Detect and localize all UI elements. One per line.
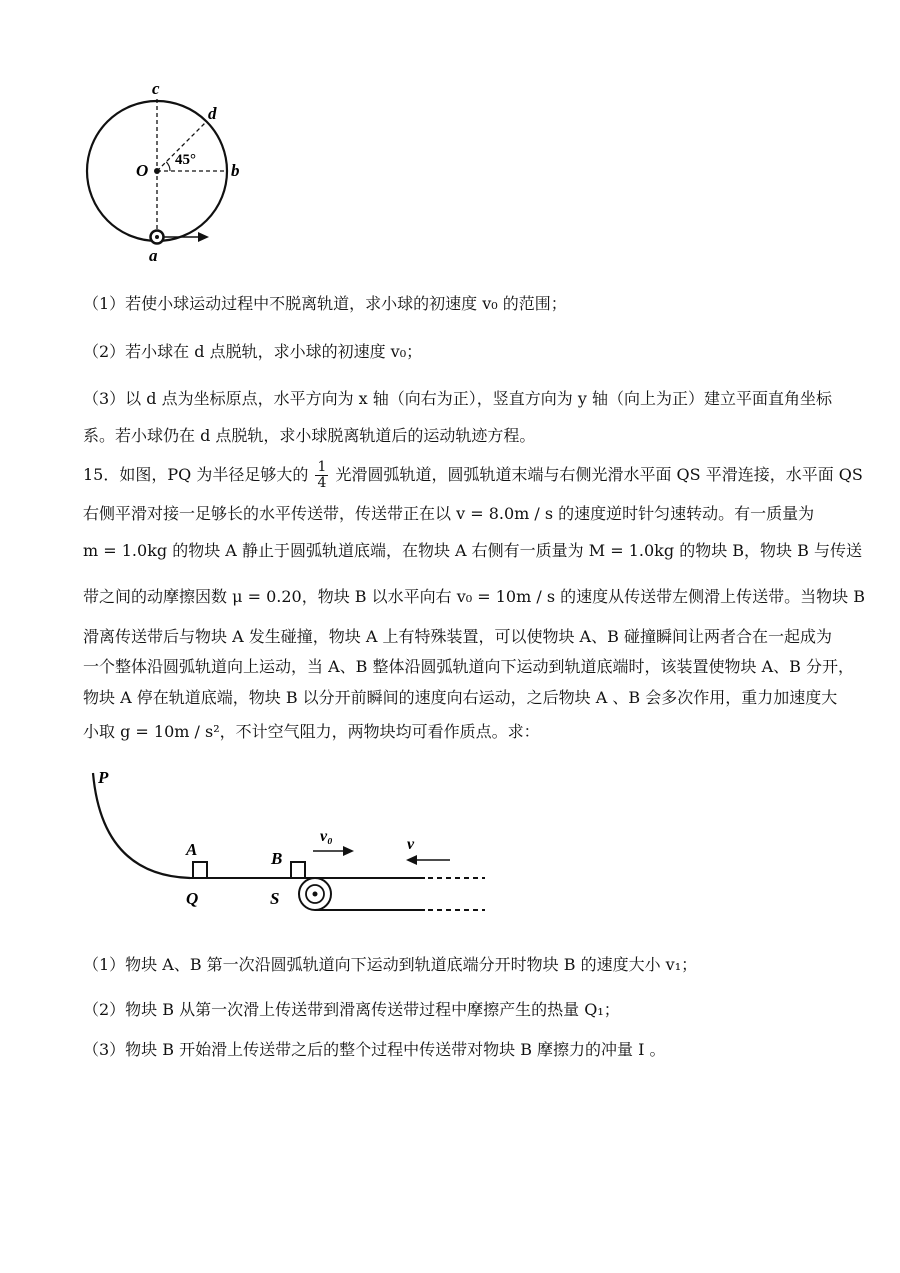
label-p: P xyxy=(98,768,109,787)
block-a xyxy=(193,862,207,878)
q15-part3: （3）物块 B 开始滑上传送带之后的整个过程中传送带对物块 B 摩擦力的冲量 I 。 xyxy=(83,1040,666,1059)
velocity-arrow-head xyxy=(198,232,209,242)
block-b xyxy=(291,862,305,878)
q14-part1: （1）若使小球运动过程中不脱离轨道，求小球的初速度 v₀ 的范围； xyxy=(83,294,567,313)
label-v: v xyxy=(407,836,415,853)
q14-part3-line2: 系。若小球仍在 d 点脱轨，求小球脱离轨道后的运动轨迹方程。 xyxy=(83,426,536,445)
angle-label: 45° xyxy=(175,152,196,168)
q14-part2: （2）若小球在 d 点脱轨，求小球的初速度 v₀； xyxy=(83,342,423,361)
q15-line3: m = 1.0kg 的物块 A 静止于圆弧轨道底端，在物块 A 右侧有一质量为 M = 1.0kg 的物块 B，物块 B 与传送 xyxy=(83,541,862,560)
label-block-a: A xyxy=(186,840,198,859)
q15-line1-post: 光滑圆弧轨道，圆弧轨道末端与右侧光滑水平面 QS 平滑连接，水平面 QS xyxy=(335,465,863,484)
q15-part1: （1）物块 A、B 第一次沿圆弧轨道向下运动到轨道底端分开时物块 B 的速度大小 v₁； xyxy=(83,955,698,974)
ball-inner xyxy=(155,235,159,239)
label-b: b xyxy=(231,161,240,180)
label-a: a xyxy=(149,246,158,265)
q15-line6: 一个整体沿圆弧轨道向上运动，当 A、B 整体沿圆弧轨道向下运动到轨道底端时，该装置使物块 A、B 分开， xyxy=(83,657,854,676)
q15-line4: 带之间的动摩擦因数 μ = 0.20，物块 B 以水平向右 v₀ = 10m / s 的速度从传送带左侧滑上传送带。当物块 B xyxy=(83,587,865,606)
roller-axle xyxy=(313,892,318,897)
angle-arc xyxy=(166,162,170,171)
arc-track xyxy=(93,773,190,878)
q15-part2: （2）物块 B 从第一次滑上传送带到滑离传送带过程中摩擦产生的热量 Q₁； xyxy=(83,1000,620,1019)
label-q: Q xyxy=(186,889,199,908)
v-arrow-head xyxy=(406,855,417,865)
q14-part3-line1: （3）以 d 点为坐标原点，水平方向为 x 轴（向右为正），竖直方向为 y 轴（向上为正）建立平面直角坐标 xyxy=(83,389,833,408)
track-conveyor-figure xyxy=(80,765,500,930)
label-d: d xyxy=(208,104,217,123)
label-s: S xyxy=(270,889,280,908)
label-o: O xyxy=(136,161,149,180)
q15-line2: 右侧平滑对接一足够长的水平传送带，传送带正在以 v = 8.0m / s 的速度逆时针匀速转动。有一质量为 xyxy=(83,504,815,523)
label-v0: v₀ xyxy=(320,828,333,845)
q15-line7: 物块 A 停在轨道底端，物块 B 以分开前瞬间的速度向右运动，之后物块 A 、B 会多次作用，重力加速度大 xyxy=(83,688,838,707)
circle-track-figure xyxy=(70,75,260,270)
quarter-fraction xyxy=(315,460,328,491)
label-c: c xyxy=(152,79,160,98)
q15-line1 xyxy=(83,460,863,491)
fraction-denominator: 4 xyxy=(317,475,327,491)
q15-line1-pre: 15．如图，PQ 为半径足够大的 xyxy=(83,465,309,484)
label-block-b: B xyxy=(271,849,283,868)
center-dot xyxy=(154,168,160,174)
fraction-numerator: 1 xyxy=(317,459,327,475)
q15-line5: 滑离传送带后与物块 A 发生碰撞，物块 A 上有特殊装置，可以使物块 A、B 碰撞瞬间让两者合在一起成为 xyxy=(83,627,832,646)
q15-line8: 小取 g = 10m / s²，不计空气阻力，两物块均可看作质点。求： xyxy=(83,722,540,741)
v0-arrow-head xyxy=(343,846,354,856)
